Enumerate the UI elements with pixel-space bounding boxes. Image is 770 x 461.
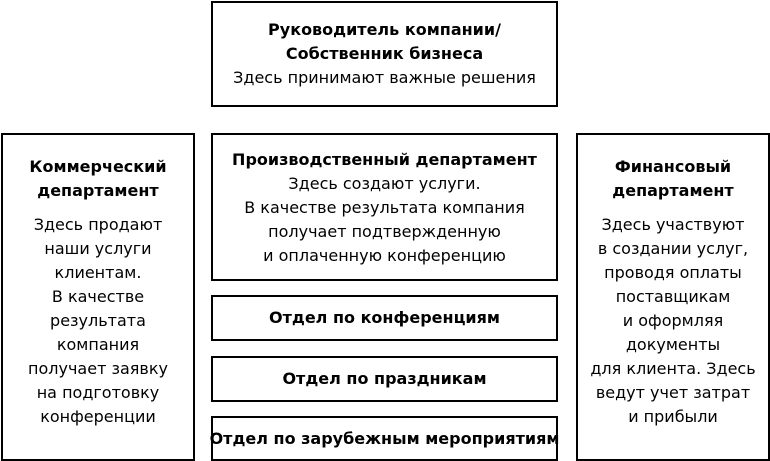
production-title-line: Производственный департамент xyxy=(232,150,537,169)
conferences-department-label: Отдел по конференциям xyxy=(269,308,500,327)
foreign-events-department-box xyxy=(211,416,558,461)
production-description-line: В качестве результата компания xyxy=(244,198,525,217)
commercial-description-line: получает заявку xyxy=(28,359,168,378)
ceo-box xyxy=(211,1,558,107)
conferences-department-box xyxy=(211,295,558,341)
production-description-line: Здесь создают услуги. xyxy=(288,174,481,193)
production-department-box xyxy=(211,133,558,281)
production-department-description xyxy=(244,172,525,268)
production-description-line: и оплаченную конференцию xyxy=(263,246,506,265)
holidays-department-box xyxy=(211,356,558,402)
finance-description-line: и оформляя xyxy=(622,311,724,330)
finance-department-title xyxy=(612,155,733,203)
commercial-title-line: Коммерческий xyxy=(29,157,167,176)
ceo-description xyxy=(233,66,536,90)
production-department-title xyxy=(232,148,537,172)
commercial-description-line: результата xyxy=(50,311,146,330)
commercial-description-line: В качестве xyxy=(51,287,145,306)
commercial-description-line: наши услуги xyxy=(44,239,152,258)
foreign-events-department-label: Отдел по зарубежным мероприятиям xyxy=(209,428,560,448)
commercial-description-line: компания xyxy=(56,335,140,354)
commercial-department-box xyxy=(1,133,195,461)
finance-title-line: Финансовый xyxy=(614,157,732,176)
commercial-department-title xyxy=(29,155,166,203)
commercial-description-line: клиентам. xyxy=(54,263,142,282)
finance-description-line: Здесь участвуют xyxy=(601,215,745,234)
finance-description-line: проводя оплаты xyxy=(604,263,742,282)
commercial-description-line: конференции xyxy=(40,407,156,426)
finance-description-line: поставщикам xyxy=(615,287,731,306)
finance-description-line: и прибыли xyxy=(628,407,718,426)
finance-department-description xyxy=(590,213,755,429)
finance-description-line: для клиента. Здесь xyxy=(590,359,756,378)
finance-department-box xyxy=(576,133,770,461)
finance-description-line: документы xyxy=(625,335,721,354)
commercial-description-line: на подготовку xyxy=(36,383,160,402)
commercial-department-description xyxy=(28,213,168,429)
commercial-title-line: департамент xyxy=(37,181,159,200)
production-description-line: получает подтвержденную xyxy=(268,222,501,241)
ceo-title-line: Руководитель компании/ xyxy=(268,20,501,39)
ceo-description-line: Здесь принимают важные решения xyxy=(233,68,536,87)
ceo-title-line: Собственник бизнеса xyxy=(285,44,484,63)
commercial-description-line: Здесь продают xyxy=(33,215,163,234)
finance-description-line: в создании услуг, xyxy=(597,239,749,258)
holidays-department-label: Отдел по праздникам xyxy=(282,369,487,388)
ceo-title xyxy=(268,18,501,66)
finance-description-line: ведут учет затрат xyxy=(595,383,751,402)
finance-title-line: департамент xyxy=(612,181,734,200)
